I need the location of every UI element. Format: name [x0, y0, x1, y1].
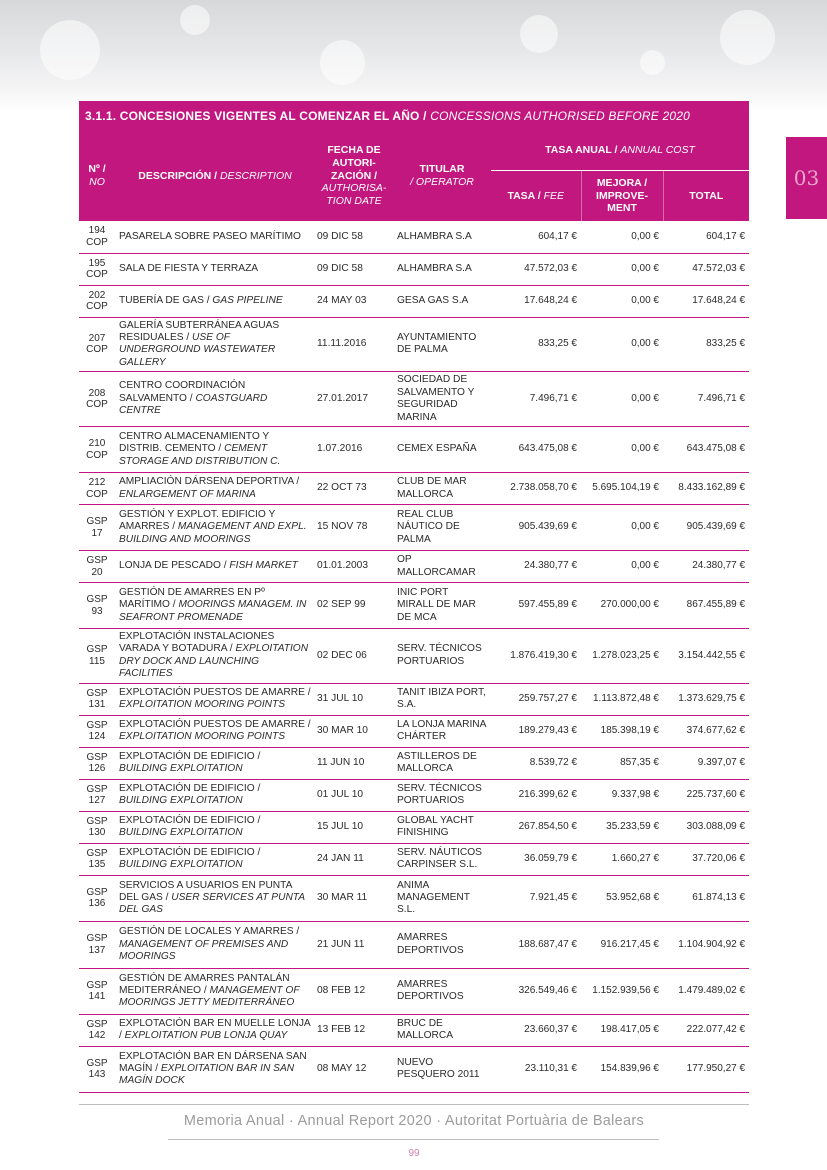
cell-operator: REAL CLUB NÁUTICO DE PALMA	[393, 505, 491, 551]
chapter-number: 03	[793, 166, 820, 190]
cell-total: 222.077,42 €	[663, 1014, 749, 1046]
header-fee: TASA / FEE	[491, 171, 581, 222]
table-row	[79, 875, 749, 921]
header-background-texture	[0, 0, 827, 110]
cell-total: 17.648,24 €	[663, 285, 749, 317]
table-row	[79, 473, 749, 505]
cell-date: 30 MAR 10	[315, 715, 393, 747]
cell-total: 1.104.904,92 €	[663, 921, 749, 968]
header-no: Nº / NO	[79, 131, 115, 221]
cell-improvement: 270.000,00 €	[581, 583, 663, 629]
cell-operator: SERV. TÉCNICOS PORTUARIOS	[393, 779, 491, 811]
cell-no: GSP 136	[79, 875, 115, 921]
cell-description: GALERÍA SUBTERRÁNEA AGUAS RESIDUALES / USE OF UNDERGROUND WASTEWATER GALLERY	[115, 317, 315, 372]
cell-no: GSP 127	[79, 779, 115, 811]
cell-total: 61.874,13 €	[663, 875, 749, 921]
cell-improvement: 53.952,68 €	[581, 875, 663, 921]
cell-operator: CEMEX ESPAÑA	[393, 427, 491, 473]
cell-description: TUBERÍA DE GAS / GAS PIPELINE	[115, 285, 315, 317]
cell-operator: AMARRES DEPORTIVOS	[393, 921, 491, 968]
cell-no: GSP 141	[79, 968, 115, 1014]
cell-fee: 267.854,50 €	[491, 811, 581, 843]
cell-description: GESTIÓN DE AMARRES EN Pº MARÍTIMO / MOORINGS MANAGEM. IN SEAFRONT PROMENADE	[115, 583, 315, 629]
cell-operator: CLUB DE MAR MALLORCA	[393, 473, 491, 505]
cell-operator: BRUC DE MALLORCA	[393, 1014, 491, 1046]
cell-operator: INIC PORT MIRALL DE MAR DE MCA	[393, 583, 491, 629]
cell-fee: 23.110,31 €	[491, 1046, 581, 1092]
cell-no: GSP 131	[79, 683, 115, 715]
cell-total: 604,17 €	[663, 221, 749, 253]
cell-no: 207 COP	[79, 317, 115, 372]
cell-total: 374.677,62 €	[663, 715, 749, 747]
cell-improvement: 9.337,98 €	[581, 779, 663, 811]
cell-description: EXPLOTACIÓN DE EDIFICIO / BUILDING EXPLOITATION	[115, 843, 315, 875]
table-row	[79, 317, 749, 372]
cell-improvement: 0,00 €	[581, 221, 663, 253]
cell-operator: SERV. TÉCNICOS PORTUARIOS	[393, 629, 491, 684]
cell-fee: 643.475,08 €	[491, 427, 581, 473]
cell-total: 8.433.162,89 €	[663, 473, 749, 505]
cell-no: GSP 93	[79, 583, 115, 629]
cell-date: 11.11.2016	[315, 317, 393, 372]
cell-date: 15 JUL 10	[315, 811, 393, 843]
cell-description: EXPLOTACIÓN INSTALACIONES VARADA Y BOTADURA / EXPLOITATION DRY DOCK AND LAUNCHING FACILITIES	[115, 629, 315, 684]
cell-description: EXPLOTACIÓN PUESTOS DE AMARRE / EXPLOITATION MOORING POINTS	[115, 715, 315, 747]
cell-operator: TANIT IBIZA PORT, S.A.	[393, 683, 491, 715]
cell-total: 177.950,27 €	[663, 1046, 749, 1092]
cell-improvement: 185.398,19 €	[581, 715, 663, 747]
cell-fee: 604,17 €	[491, 221, 581, 253]
cell-no: 208 COP	[79, 372, 115, 427]
cell-date: 1.07.2016	[315, 427, 393, 473]
cell-operator: GESA GAS S.A	[393, 285, 491, 317]
cell-improvement: 0,00 €	[581, 317, 663, 372]
table-row	[79, 221, 749, 253]
cell-no: GSP 135	[79, 843, 115, 875]
table-row	[79, 715, 749, 747]
cell-fee: 1.876.419,30 €	[491, 629, 581, 684]
cell-date: 21 JUN 11	[315, 921, 393, 968]
cell-total: 833,25 €	[663, 317, 749, 372]
cell-description: CENTRO ALMACENAMIENTO Y DISTRIB. CEMENTO / CEMENT STORAGE AND DISTRIBUTION C.	[115, 427, 315, 473]
cell-operator: SOCIEDAD DE SALVAMENTO Y SEGURIDAD MARINA	[393, 372, 491, 427]
cell-total: 225.737,60 €	[663, 779, 749, 811]
cell-description: LONJA DE PESCADO / FISH MARKET	[115, 551, 315, 583]
section-title-es: 3.1.1. CONCESIONES VIGENTES AL COMENZAR EL AÑO /	[85, 109, 427, 123]
cell-total: 1.479.489,02 €	[663, 968, 749, 1014]
cell-date: 09 DIC 58	[315, 221, 393, 253]
footer-text: Memoria Anual · Annual Report 2020 · Autoritat Portuària de Balears	[183, 1113, 645, 1129]
cell-description: EXPLOTACIÓN DE EDIFICIO / BUILDING EXPLOITATION	[115, 811, 315, 843]
cell-date: 13 FEB 12	[315, 1014, 393, 1046]
cell-operator: NUEVO PESQUERO 2011	[393, 1046, 491, 1092]
cell-fee: 8.539,72 €	[491, 747, 581, 779]
table-row	[79, 747, 749, 779]
table-row	[79, 1046, 749, 1092]
cell-description: GESTIÓN Y EXPLOT. EDIFICIO Y AMARRES / MANAGEMENT AND EXPL. BUILDING AND MOORINGS	[115, 505, 315, 551]
cell-no: GSP 143	[79, 1046, 115, 1092]
cell-date: 11 JUN 10	[315, 747, 393, 779]
footer-divider-bottom	[168, 1139, 659, 1140]
cell-no: 195 COP	[79, 253, 115, 285]
cell-total: 47.572,03 €	[663, 253, 749, 285]
cell-fee: 189.279,43 €	[491, 715, 581, 747]
cell-fee: 36.059,79 €	[491, 843, 581, 875]
cell-total: 867.455,89 €	[663, 583, 749, 629]
cell-no: 194 COP	[79, 221, 115, 253]
cell-date: 31 JUL 10	[315, 683, 393, 715]
cell-date: 02 SEP 99	[315, 583, 393, 629]
cell-improvement: 154.839,96 €	[581, 1046, 663, 1092]
cell-no: GSP 130	[79, 811, 115, 843]
table-row	[79, 1014, 749, 1046]
table-body	[79, 221, 749, 1092]
table-row	[79, 505, 749, 551]
cell-improvement: 1.113.872,48 €	[581, 683, 663, 715]
cell-improvement: 857,35 €	[581, 747, 663, 779]
table-row	[79, 551, 749, 583]
table-row	[79, 427, 749, 473]
cell-operator: AYUNTAMIENTO DE PALMA	[393, 317, 491, 372]
cell-fee: 7.496,71 €	[491, 372, 581, 427]
cell-improvement: 5.695.104,19 €	[581, 473, 663, 505]
cell-no: 212 COP	[79, 473, 115, 505]
table-row	[79, 811, 749, 843]
cell-description: CENTRO COORDINACIÓN SALVAMENTO / COASTGUARD CENTRE	[115, 372, 315, 427]
cell-operator: ANIMA MANAGEMENT S.L.	[393, 875, 491, 921]
cell-description: EXPLOTACIÓN DE EDIFICIO / BUILDING EXPLOITATION	[115, 779, 315, 811]
cell-date: 02 DEC 06	[315, 629, 393, 684]
cell-fee: 24.380,77 €	[491, 551, 581, 583]
cell-fee: 23.660,37 €	[491, 1014, 581, 1046]
table-row	[79, 629, 749, 684]
cell-date: 09 DIC 58	[315, 253, 393, 285]
cell-date: 08 MAY 12	[315, 1046, 393, 1092]
table-row	[79, 372, 749, 427]
cell-description: EXPLOTACIÓN BAR EN MUELLE LONJA / EXPLOITATION PUB LONJA QUAY	[115, 1014, 315, 1046]
chapter-tab	[786, 137, 827, 219]
cell-operator: ALHAMBRA S.A	[393, 221, 491, 253]
cell-total: 303.088,09 €	[663, 811, 749, 843]
cell-operator: AMARRES DEPORTIVOS	[393, 968, 491, 1014]
footer-divider	[79, 1104, 749, 1105]
header-total: TOTAL	[663, 171, 749, 222]
cell-fee: 17.648,24 €	[491, 285, 581, 317]
cell-improvement: 0,00 €	[581, 253, 663, 285]
table-row	[79, 683, 749, 715]
cell-improvement: 0,00 €	[581, 427, 663, 473]
cell-total: 9.397,07 €	[663, 747, 749, 779]
header-improvement: MEJORA / IMPROVE-MENT	[581, 171, 663, 222]
cell-operator: GLOBAL YACHT FINISHING	[393, 811, 491, 843]
cell-fee: 216.399,62 €	[491, 779, 581, 811]
cell-fee: 2.738.058,70 €	[491, 473, 581, 505]
cell-improvement: 198.417,05 €	[581, 1014, 663, 1046]
table-row	[79, 285, 749, 317]
cell-total: 905.439,69 €	[663, 505, 749, 551]
page-number: 99	[408, 1148, 420, 1159]
cell-description: PASARELA SOBRE PASEO MARÍTIMO	[115, 221, 315, 253]
cell-improvement: 0,00 €	[581, 505, 663, 551]
cell-date: 15 NOV 78	[315, 505, 393, 551]
cell-date: 24 JAN 11	[315, 843, 393, 875]
cell-no: GSP 17	[79, 505, 115, 551]
cell-no: GSP 137	[79, 921, 115, 968]
table-row	[79, 779, 749, 811]
cell-no: GSP 115	[79, 629, 115, 684]
cell-fee: 259.757,27 €	[491, 683, 581, 715]
header-authorisation-date: FECHA DE AUTORI-ZACIÓN / AUTHORISA-TION DATE	[315, 131, 393, 221]
cell-date: 01 JUL 10	[315, 779, 393, 811]
cell-operator: LA LONJA MARINA CHÁRTER	[393, 715, 491, 747]
cell-fee: 597.455,89 €	[491, 583, 581, 629]
table-row	[79, 921, 749, 968]
cell-fee: 7.921,45 €	[491, 875, 581, 921]
cell-no: GSP 142	[79, 1014, 115, 1046]
cell-improvement: 0,00 €	[581, 551, 663, 583]
cell-date: 01.01.2003	[315, 551, 393, 583]
cell-total: 643.475,08 €	[663, 427, 749, 473]
cell-fee: 188.687,47 €	[491, 921, 581, 968]
cell-description: EXPLOTACIÓN PUESTOS DE AMARRE / EXPLOITATION MOORING POINTS	[115, 683, 315, 715]
section-title-en: CONCESSIONS AUTHORISED BEFORE 2020	[430, 109, 690, 123]
header-description: DESCRIPCIÓN / DESCRIPTION	[115, 131, 315, 221]
cell-fee: 905.439,69 €	[491, 505, 581, 551]
cell-operator: OP MALLORCAMAR	[393, 551, 491, 583]
cell-operator: ASTILLEROS DE MALLORCA	[393, 747, 491, 779]
cell-no: GSP 126	[79, 747, 115, 779]
cell-improvement: 916.217,45 €	[581, 921, 663, 968]
table-row	[79, 843, 749, 875]
section-title	[79, 101, 749, 131]
cell-improvement: 1.660,27 €	[581, 843, 663, 875]
cell-improvement: 0,00 €	[581, 285, 663, 317]
header-annual-cost: TASA ANUAL / ANNUAL COST	[491, 131, 749, 171]
cell-operator: ALHAMBRA S.A	[393, 253, 491, 285]
cell-description: AMPLIACIÓN DÁRSENA DEPORTIVA / ENLARGEMENT OF MARINA	[115, 473, 315, 505]
cell-improvement: 1.152.939,56 €	[581, 968, 663, 1014]
cell-operator: SERV. NÁUTICOS CARPINSER S.L.	[393, 843, 491, 875]
cell-fee: 326.549,46 €	[491, 968, 581, 1014]
cell-no: 210 COP	[79, 427, 115, 473]
cell-no: GSP 124	[79, 715, 115, 747]
table-row	[79, 968, 749, 1014]
cell-date: 22 OCT 73	[315, 473, 393, 505]
cell-total: 24.380,77 €	[663, 551, 749, 583]
cell-date: 24 MAY 03	[315, 285, 393, 317]
cell-improvement: 0,00 €	[581, 372, 663, 427]
cell-date: 30 MAR 11	[315, 875, 393, 921]
concessions-table	[79, 131, 749, 1093]
cell-fee: 833,25 €	[491, 317, 581, 372]
cell-total: 3.154.442,55 €	[663, 629, 749, 684]
cell-date: 27.01.2017	[315, 372, 393, 427]
cell-no: 202 COP	[79, 285, 115, 317]
table-row	[79, 253, 749, 285]
cell-improvement: 1.278.023,25 €	[581, 629, 663, 684]
cell-total: 37.720,06 €	[663, 843, 749, 875]
cell-improvement: 35.233,59 €	[581, 811, 663, 843]
header-operator: TITULAR / OPERATOR	[393, 131, 491, 221]
cell-date: 08 FEB 12	[315, 968, 393, 1014]
table-row	[79, 583, 749, 629]
cell-total: 7.496,71 €	[663, 372, 749, 427]
cell-total: 1.373.629,75 €	[663, 683, 749, 715]
cell-description: SERVICIOS A USUARIOS EN PUNTA DEL GAS / USER SERVICES AT PUNTA DEL GAS	[115, 875, 315, 921]
cell-no: GSP 20	[79, 551, 115, 583]
cell-description: EXPLOTACIÓN BAR EN DÁRSENA SAN MAGÍN / EXPLOITATION BAR IN SAN MAGÍN DOCK	[115, 1046, 315, 1092]
cell-description: EXPLOTACIÓN DE EDIFICIO / BUILDING EXPLOITATION	[115, 747, 315, 779]
cell-fee: 47.572,03 €	[491, 253, 581, 285]
cell-description: SALA DE FIESTA Y TERRAZA	[115, 253, 315, 285]
cell-description: GESTIÓN DE AMARRES PANTALÁN MEDITERRÁNEO / MANAGEMENT OF MOORINGS JETTY MEDITERRÁNEO	[115, 968, 315, 1014]
cell-description: GESTIÓN DE LOCALES Y AMARRES / MANAGEMENT OF PREMISES AND MOORINGS	[115, 921, 315, 968]
